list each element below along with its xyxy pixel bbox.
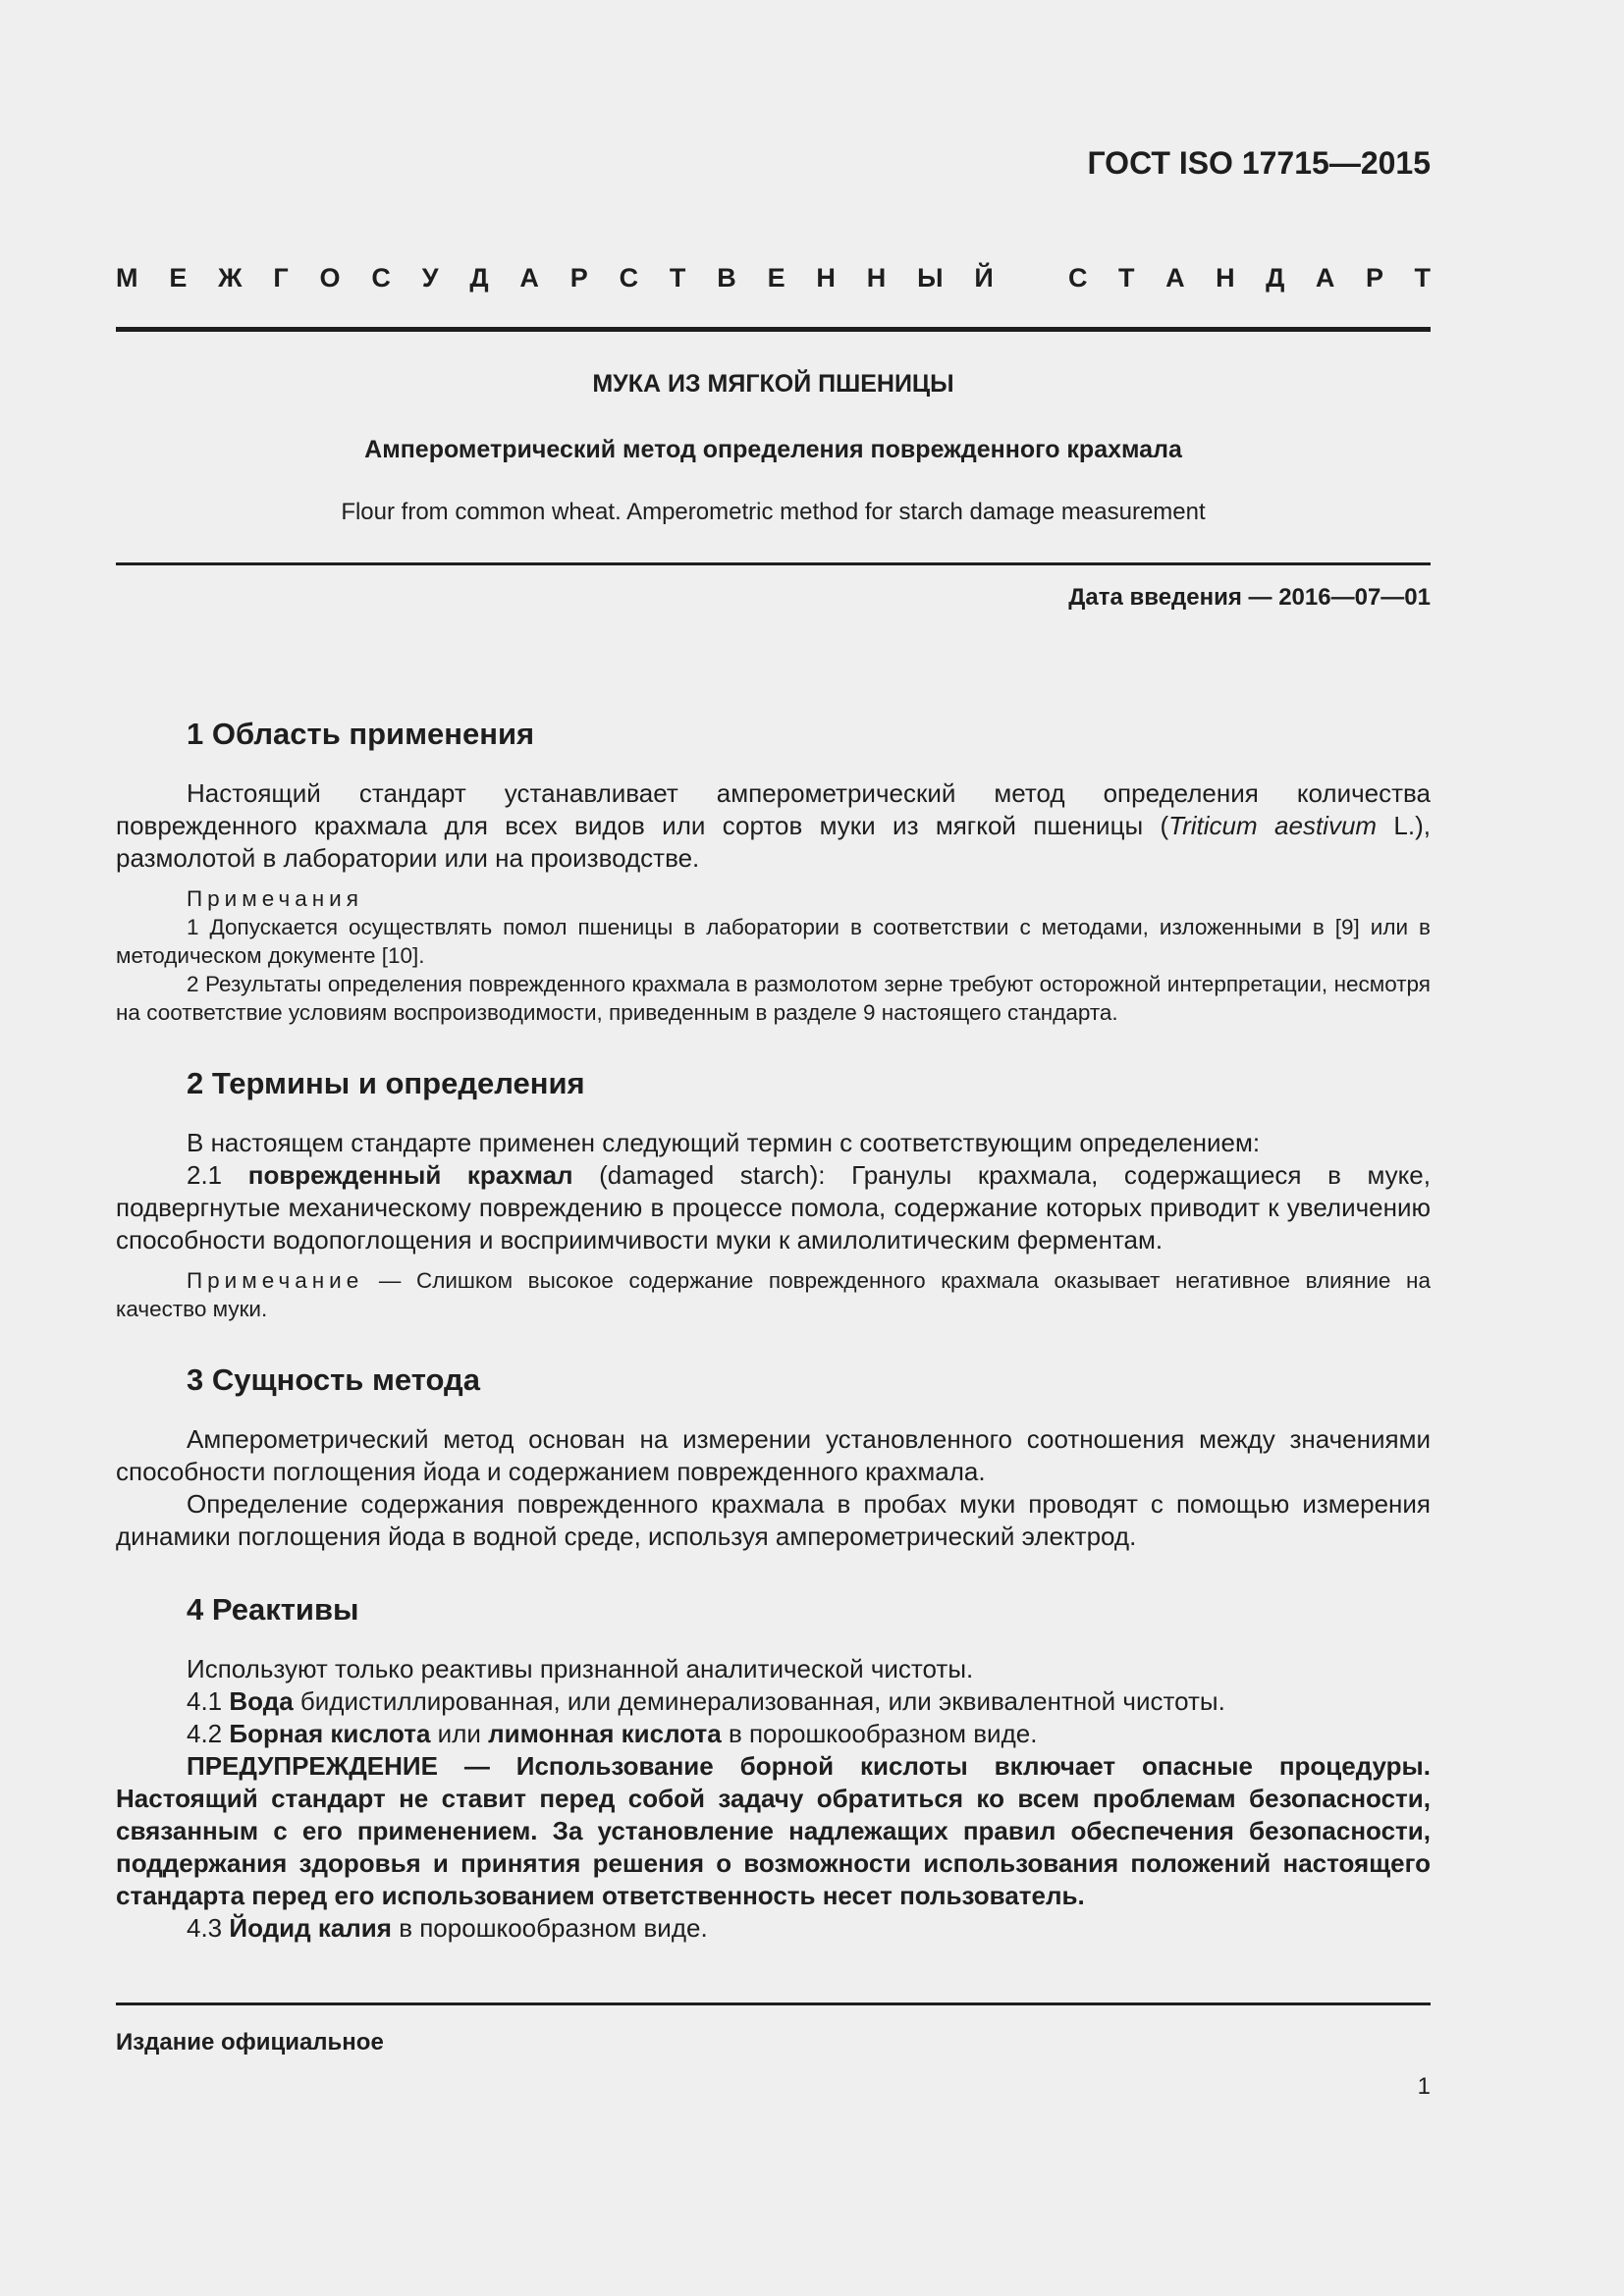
reagent-name: Йодид калия (229, 1913, 392, 1943)
letter: В (717, 263, 736, 293)
letter: Й (974, 263, 994, 293)
document-page (116, 0, 1431, 2296)
official-edition-label: Издание официальное (116, 2029, 384, 2056)
letter: Ж (218, 263, 243, 293)
paragraph: В настоящем стандарте применен следующий термин с соответствующим определением: (187, 1128, 1261, 1157)
section-heading: 1 Область применения (187, 717, 535, 751)
notes-block (116, 884, 1431, 1027)
reagent-name: Вода (229, 1686, 294, 1716)
letter: С (1068, 263, 1088, 293)
letter: А (519, 263, 539, 293)
reagent-name: лимонная кислота (488, 1719, 722, 1748)
letter: Т (1414, 263, 1431, 293)
document-subtitle: Амперометрический метод определения поврежденного крахмала (364, 436, 1182, 463)
list-item: 4.2 Борная кислота или лимонная кислота в порошкообразном виде. (187, 1719, 1038, 1748)
letter: Д (1266, 263, 1285, 293)
warning: ПРЕДУПРЕЖДЕНИЕ — Использование борной кислоты включает опасные процедуры. Настоящий стандарт не ставит перед собой задачу обратиться ко всем проблемам безопасности, связанным с его применением. За установление надлежащих правил обеспечения безопасности, поддержания здоровья и принятия решения о возможности использования положений настоящего стандарта перед его использованием ответственность несет пользователь. (116, 1751, 1431, 1910)
note-label: Примечание (187, 1268, 364, 1293)
letter: А (1315, 263, 1335, 293)
title-divider (116, 562, 1431, 565)
section-heading: 2 Термины и определения (187, 1066, 585, 1100)
paragraph: Используют только реактивы признанной аналитической чистоты. (187, 1654, 974, 1683)
note: 1 Допускается осуществлять помол пшеницы в лаборатории в соответствии с методами, изложенными в [9] или в методическом документе [10]. (116, 915, 1431, 968)
paragraph: Настоящий стандарт устанавливает амперометрический метод определения количества поврежденного крахмала для всех видов или сортов муки из мягкой пшеницы (Triticum aestivum L.), размолотой в лаборатории или на производстве. (116, 778, 1431, 873)
footer-divider (116, 2002, 1431, 2005)
letter: Е (767, 263, 785, 293)
document-number: ГОСТ ISO 17715—2015 (1087, 145, 1431, 181)
section-heading: 3 Сущность метода (187, 1362, 480, 1397)
note: Примечание — Слишком высокое содержание поврежденного крахмала оказывает негативное влияние на качество муки. (116, 1268, 1431, 1321)
letter: Е (169, 263, 188, 293)
introduction-date: Дата введения — 2016—07—01 (1068, 584, 1431, 611)
letter: Р (569, 263, 588, 293)
letter: С (371, 263, 391, 293)
paragraph: Определение содержания поврежденного крахмала в пробах муки проводят с помощью измерения динамики поглощения йода в водной среде, используя амперометрический электрод. (116, 1489, 1431, 1551)
note: 2 Результаты определения поврежденного крахмала в размолотом зерне требуют осторожной интерпретации, несмотря на соответствие условиям воспроизводимости, приведенным в разделе 9 настоящего стандарта. (116, 972, 1431, 1025)
section-heading: 4 Реактивы (187, 1592, 359, 1627)
letter: Т (669, 263, 686, 293)
interstate-word (116, 263, 994, 294)
letter: У (421, 263, 439, 293)
letter: Н (816, 263, 836, 293)
standard-word (1068, 263, 1431, 294)
reagent-name: Борная кислота (229, 1719, 431, 1748)
letter: Г (273, 263, 289, 293)
letter: Т (1118, 263, 1135, 293)
term-definition: 2.1 поврежденный крахмал (damaged starch): Гранулы крахмала, содержащиеся в муке, подвергнутые механическому повреждению в процессе помола, содержание которых приводит к увеличению способности водопоглощения и восприимчивости муки к амилолитическим ферментам. (116, 1160, 1431, 1255)
list-item: 4.3 Йодид калия в порошкообразном виде. (187, 1913, 708, 1943)
document-body (116, 715, 1431, 1945)
letter: О (319, 263, 341, 293)
letter: А (1165, 263, 1185, 293)
letter: Н (1216, 263, 1235, 293)
letter: М (116, 263, 138, 293)
interstate-standard-heading (116, 263, 1431, 294)
letter: Ы (917, 263, 944, 293)
letter: Р (1365, 263, 1383, 293)
letter: С (619, 263, 639, 293)
page-number: 1 (1417, 2073, 1431, 2100)
letter: Д (469, 263, 489, 293)
term: поврежденный крахмал (247, 1160, 573, 1190)
list-item: 4.1 Вода бидистиллированная, или деминерализованная, или эквивалентной чистоты. (187, 1686, 1225, 1716)
letter: Н (866, 263, 887, 293)
notes-label: Примечания (187, 886, 363, 911)
latin-name: Triticum aestivum (1168, 811, 1378, 840)
paragraph: Амперометрический метод основан на измерении установленного соотношения между значениями способности поглощения йода и содержанием поврежденного крахмала. (116, 1424, 1431, 1486)
document-title-english: Flour from common wheat. Amperometric method for starch damage measurement (341, 499, 1206, 525)
document-title: МУКА ИЗ МЯГКОЙ ПШЕНИЦЫ (592, 370, 954, 398)
header-divider (116, 327, 1431, 332)
notes-block (116, 1266, 1431, 1323)
